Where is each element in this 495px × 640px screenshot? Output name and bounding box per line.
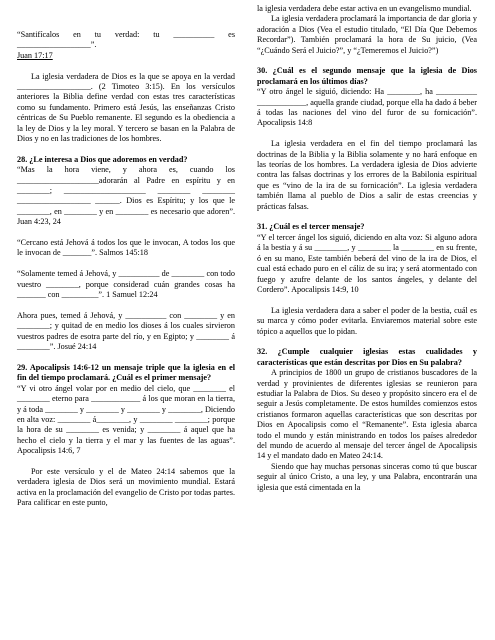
question-heading: 31. ¿Cuál es el tercer mensaje? [257, 222, 365, 232]
paragraph-spacer [257, 129, 477, 139]
paragraph-spacer [17, 457, 235, 467]
paragraph: “Y vi otro ángel volar por en medio del cielo, que ________ el ________ eterno para ____________ á los que moran en la tierra, y á toda ________ y ________ y ________ y ________, Diciendo en alta voz: ________ á________, y ________ ________; porque la hora de su ________ es venida; y ________ á aquel que ha hecho el cielo y la tierra y el mar y las fuentes de las aguas”. Apocalipsis 14:6, 7 [17, 383, 235, 456]
paragraph: la iglesia verdadera debe estar activa en un evangelismo mundial. [257, 4, 472, 13]
scripture-reference: Juan 17:17 [17, 50, 53, 60]
paragraph: “Cercano está Jehová á todos los que le invocan, A todos los que le invocan de _______”. Salmos 145:18 [17, 238, 235, 258]
question-heading: 30. ¿Cuál es el segundo mensaje que la iglesia de Dios proclamará en los últimos días? [257, 66, 477, 86]
paragraph: La iglesia verdadera dara a saber el poder de la bestia, cuál es su marca y cómo poder evitarla. Enviaremos material sobre este tópico a aquellos que lo pidan. [257, 305, 477, 336]
question-heading: 29. Apocalipsis 14:6-12 un mensaje triple que la iglesia en el fin del tiempo proclamará. ¿Cuál es el primer mensaje? [17, 362, 235, 383]
paragraph: Ahora pues, temed á Jehová, y __________ con ________ y en ________; y quitad de en medio los dioses á los cuales sirvieron vuestros padres de esotra parte del río, y en Egipto; y ________ á ________”. Josué 24:14 [17, 310, 235, 352]
paragraph: “Y el tercer ángel los siguió, diciendo en alta voz: Si alguno adora á la bestia y á su ________, y ________ la ________ en su frente, ó en su mano, Este también beberá del vino de la ira de Dios, el cual está echado puro en el cáliz de su ira; y será atormentado con fuego y azufre delante de los santos ángeles, y delante del Cordero”. Apocalipsis 14:9, 10 [257, 232, 477, 294]
paragraph-spacer [17, 144, 235, 154]
right-column [257, 4, 477, 493]
paragraph: La iglesia verdadera en el fin del tiempo proclamará las doctrinas de la Biblia y la Biblia solamente y no hará enfoque en las teorías de los hombres. La verdadera iglesia de Dios advierte contra las falsas doctrinas y los errores de la Babilonia espiritual que es “vino de la ira de su fornicación”. La iglesia verdadera también llama al pueblo de Dios a salir de estas creencias y prácticas falsas. [257, 139, 477, 211]
question-heading: 28. ¿Le interesa a Dios que adoremos en verdad? [17, 154, 188, 164]
paragraph-spacer [257, 337, 477, 347]
left-column [17, 30, 235, 509]
paragraph-spacer [257, 212, 477, 222]
paragraph: La iglesia verdadera proclamará la importancia de dar gloria y adoración a Dios (Vea el estudio titulado, “El Día Que Debemos Recordar”). También proclamará la hora de Su juicio, (Vea “¿Cuándo Será el Juicio?”, y “¿Temeremos el Juicio?”) [257, 14, 477, 55]
paragraph-spacer [257, 56, 477, 66]
paragraph-spacer [17, 228, 235, 238]
paragraph-spacer [257, 295, 477, 305]
paragraph: Siendo que hay muchas personas sinceras como tú que buscar seguir al único Cristo, a una ley, y una Palabra, encontrarán una iglesia que está cimentada en la [257, 461, 477, 492]
paragraph: Por este versículo y el de Mateo 24:14 sabemos que la verdadera iglesia de Dios será un movimiento mundial. Estará activa en la proclamación del evangelio de Cristo por todas partes. Para calificar en este punto, [17, 466, 235, 508]
paragraph: “Santifícalos en tu verdad: tu __________ es __________________”. [17, 30, 235, 50]
question-heading: 32. ¿Cumple cualquier iglesias estas cualidades y características que están descritas por Dios en Su palabra? [257, 347, 477, 367]
paragraph-spacer [17, 353, 235, 363]
paragraph-spacer [17, 259, 235, 269]
paragraph: “Solamente temed á Jehová, y __________ de ________ con todo vuestro ________, porque considerad cuán grandes cosas ha _______ con _________”. 1 Samuel 12:24 [17, 269, 235, 300]
paragraph: A principios de 1800 un grupo de cristianos buscadores de la verdad y provinientes de diferentes iglesias se reunieron para estudiar la Palabra de Dios. Su deseo y propósito sincero era el de seguir a Jesús completamente. De estos humildes comienzos estos cristianos formaron aquellas características que son descritas por Dios en Apocalipsis como el “Remanente”. Esta iglesia abarca todo el mundo y están ministrando en todos los países alrededor del mundo de acuerdo al mensaje del tercer ángel de Apocalipsis 14 y el mandato dado en Mateo 24:14. [257, 368, 477, 461]
paragraph: “Mas la hora viene, y ahora es, cuando los ____________________adorarán al Padre en espíritu y en ________; ____________________ ________ ________ __________________ ______. Dios es Espíritu; y los que le ________, en ________ y en ________ es necesario que adoren”. Juan 4:23, 24 [17, 165, 235, 227]
paragraph-spacer [17, 301, 235, 311]
paragraph: La iglesia verdadera de Dios es la que se apoya en la verdad __________________. (2 Timoteo 3:15). En los versículos anteriores la Biblia define verdad con estas tres características como su fundamento. Primero está Jesús, las enseñanzas Cristo céntricas de Su Pueblo remanente. El segundo es la obediencia a la ley de Dios y la ley moral. Y tercero se basan en la Palabra de Dios y no en las tradiciones de los hombres. [17, 71, 235, 144]
paragraph-spacer [17, 61, 235, 71]
paragraph: “Y otro ángel le siguió, diciendo: Ha ________, ha __________ ____________, aquella grande ciudad, porque ella ha dado á beber á todas las naciones del vino del furor de su fornicación”. Apocalipsis 14:8 [257, 87, 477, 128]
